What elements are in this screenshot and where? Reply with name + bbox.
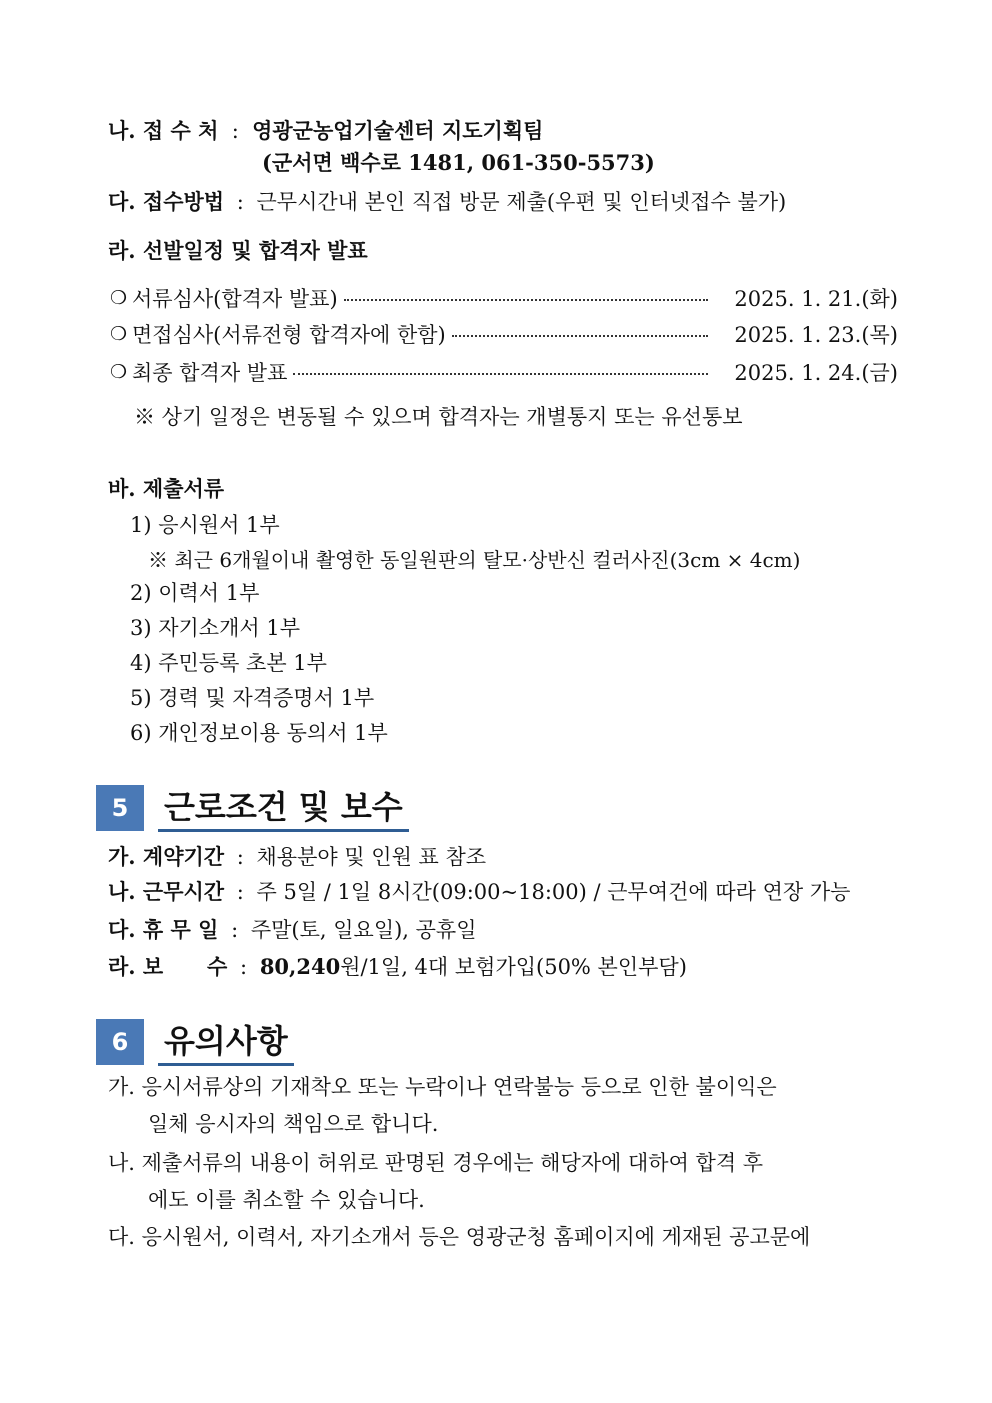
notice-prefix: 나. [108, 1151, 135, 1175]
reception-label-text: 나. 접 수 처 [108, 118, 219, 143]
notice-text: 제출서류의 내용이 허위로 판명된 경우에는 해당자에 대하여 합격 후 [141, 1151, 764, 1175]
schedule-item-label: 면접심사(서류전형 합격자에 한함) [132, 323, 446, 347]
document-item: 3) 자기소개서 1부 [130, 616, 300, 640]
photo-note: ※ 최근 6개월이내 촬영한 동일원판의 탈모·상반신 컬러사진(3cm × 4cm) [148, 548, 801, 572]
document-item: 6) 개인정보이용 동의서 1부 [130, 721, 388, 745]
notice-prefix: 가. [108, 1075, 135, 1099]
condition-row [108, 952, 687, 982]
notice-prefix: 다. [108, 1225, 135, 1249]
section-title: 근로조건 및 보수 [158, 785, 409, 832]
document-item: 2) 이력서 1부 [130, 581, 260, 605]
section-title: 유의사항 [158, 1019, 294, 1066]
condition-value: 주말(토, 일요일), 공휴일 [250, 918, 477, 942]
condition-label: 라. 보 수 [108, 954, 228, 979]
schedule-item-label: 서류심사(합격자 발표) [132, 287, 338, 311]
notice-text: 응시서류상의 기재착오 또는 누락이나 연락불능 등으로 인한 불이익은 [141, 1075, 777, 1099]
condition-label: 나. 근무시간 [108, 879, 225, 904]
section-number-badge: 5 [96, 785, 144, 831]
notice-item [108, 1222, 810, 1252]
notice-text-continued: 에도 이를 취소할 수 있습니다. [148, 1188, 425, 1212]
notice-item [108, 1072, 777, 1102]
schedule-heading: 라. 선발일정 및 합격자 발표 [108, 238, 368, 263]
separator: : [231, 918, 239, 942]
schedule-item-date: 2025. 1. 23.(목) [734, 323, 898, 347]
circle-bullet-icon: ❍ [110, 323, 128, 345]
condition-label: 가. 계약기간 [108, 844, 225, 869]
separator: : [231, 119, 239, 143]
wage-amount: 80,240 [259, 954, 341, 979]
documents-heading: 바. 제출서류 [108, 476, 225, 501]
circle-bullet-icon: ❍ [110, 361, 128, 383]
schedule-item [110, 357, 898, 387]
condition-value: 원/1일, 4대 보험가입(50% 본인부담) [340, 955, 687, 979]
separator: : [236, 845, 244, 869]
document-item: 5) 경력 및 자격증명서 1부 [130, 686, 375, 710]
reception-value: 영광군농업기술센터 지도기획팀 [252, 118, 544, 143]
schedule-note: ※ 상기 일정은 변동될 수 있으며 합격자는 개별통지 또는 유선통보 [134, 405, 743, 429]
notice-item [108, 1148, 763, 1178]
schedule-item-date: 2025. 1. 24.(금) [734, 361, 898, 385]
condition-label: 다. 휴 무 일 [108, 917, 219, 942]
notice-text: 응시원서, 이력서, 자기소개서 등은 영광군청 홈페이지에 게재된 공고문에 [141, 1225, 811, 1249]
schedule-item-date: 2025. 1. 21.(화) [734, 287, 898, 311]
separator: : [236, 880, 244, 904]
separator: : [236, 190, 244, 214]
condition-value: 채용분야 및 인원 표 참조 [256, 845, 487, 869]
document-item: 4) 주민등록 초본 1부 [130, 651, 327, 675]
leader-dots [293, 373, 708, 375]
method-row [108, 187, 786, 217]
leader-dots [452, 335, 709, 337]
schedule-item [110, 283, 898, 313]
method-label: 다. 접수방법 [108, 189, 225, 214]
method-value: 근무시간내 본인 직접 방문 제출(우편 및 인터넷접수 불가) [256, 190, 787, 214]
reception-address: (군서면 백수로 1481, 061-350-5573) [262, 150, 655, 175]
reception-label [108, 116, 543, 146]
condition-row [108, 915, 477, 945]
schedule-item-label: 최종 합격자 발표 [132, 361, 288, 385]
circle-bullet-icon: ❍ [110, 287, 128, 309]
document-item: 1) 응시원서 1부 [130, 513, 280, 537]
section-header [96, 1019, 294, 1065]
schedule-item [110, 319, 898, 349]
leader-dots [344, 299, 709, 301]
section-number-badge: 6 [96, 1019, 144, 1065]
condition-value: 주 5일 / 1일 8시간(09:00~18:00) / 근무여건에 따라 연장 가능 [256, 880, 851, 904]
notice-text-continued: 일체 응시자의 책임으로 합니다. [148, 1112, 439, 1136]
section-header [96, 785, 409, 831]
separator: : [240, 955, 248, 979]
condition-row [108, 877, 850, 907]
condition-row [108, 842, 486, 872]
